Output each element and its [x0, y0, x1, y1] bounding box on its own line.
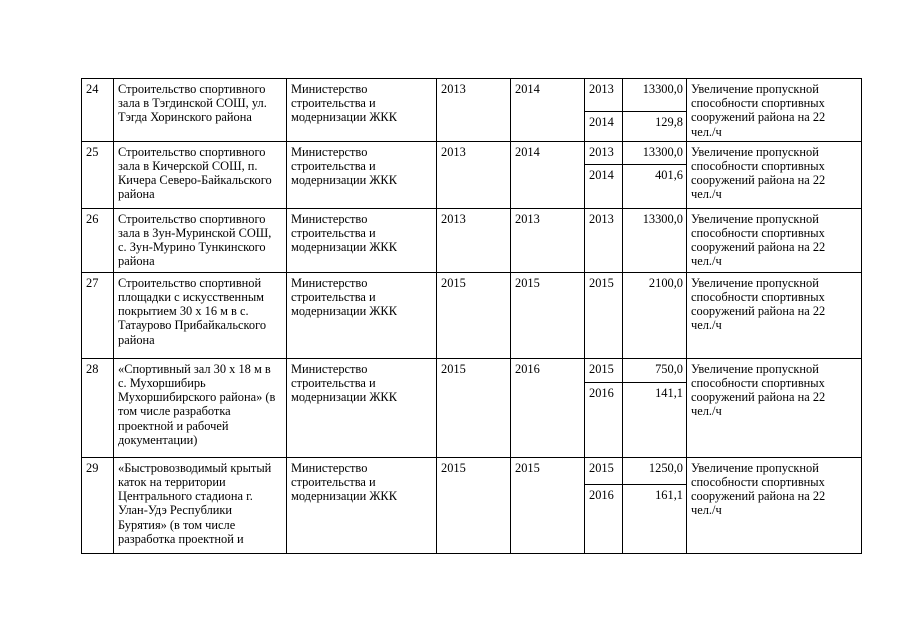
expected-result: Увеличение пропускной способности спортивных сооружений района на 22 чел./ч [687, 141, 862, 208]
executor: Министерство строительства и модернизации ЖКК [287, 272, 437, 358]
expected-result: Увеличение пропускной способности спортивных сооружений района на 22 чел./ч [687, 272, 862, 358]
expected-result: Увеличение пропускной способности спортивных сооружений района на 22 чел./ч [687, 208, 862, 272]
expected-result: Увеличение пропускной способности спортивных сооружений района на 22 чел./ч [687, 358, 862, 457]
row-number: 29 [82, 457, 114, 553]
executor: Министерство строительства и модернизации ЖКК [287, 208, 437, 272]
table-row [82, 272, 862, 358]
end-year: 2015 [511, 457, 585, 553]
funding-year: 2013 [585, 141, 623, 164]
funding-year: 2016 [585, 382, 623, 457]
end-year: 2014 [511, 141, 585, 208]
end-year: 2016 [511, 358, 585, 457]
table-body [82, 79, 862, 554]
start-year: 2015 [437, 457, 511, 553]
start-year: 2015 [437, 358, 511, 457]
row-number: 25 [82, 141, 114, 208]
table-row [82, 79, 862, 112]
executor: Министерство строительства и модернизации ЖКК [287, 79, 437, 142]
start-year: 2015 [437, 272, 511, 358]
funding-amount: 161,1 [623, 484, 687, 553]
project-name: Строительство спортивного зала в Тэгдинской СОШ, ул. Тэгда Хоринского района [114, 79, 287, 142]
expected-result: Увеличение пропускной способности спортивных сооружений района на 22 чел./ч [687, 79, 862, 142]
project-name: «Быстровозводимый крытый каток на территории Центрального стадиона г. Улан-Удэ Республики Бурятия» (в том числе разработка проектной и [114, 457, 287, 553]
funding-year: 2016 [585, 484, 623, 553]
funding-year: 2014 [585, 112, 623, 141]
funding-amount: 1250,0 [623, 457, 687, 484]
expected-result: Увеличение пропускной способности спортивных сооружений района на 22 чел./ч [687, 457, 862, 553]
funding-year: 2015 [585, 358, 623, 382]
executor: Министерство строительства и модернизации ЖКК [287, 141, 437, 208]
project-name: Строительство спортивного зала в Кичерской СОШ, п. Кичера Северо-Байкальского района [114, 141, 287, 208]
funding-amount: 129,8 [623, 112, 687, 141]
executor: Министерство строительства и модернизации ЖКК [287, 358, 437, 457]
table-row [82, 141, 862, 164]
funding-amount: 13300,0 [623, 141, 687, 164]
start-year: 2013 [437, 79, 511, 142]
project-name: «Спортивный зал 30 х 18 м в с. Мухоршибирь Мухоршибирского района» (в том числе разработка проектной и рабочей документации) [114, 358, 287, 457]
end-year: 2015 [511, 272, 585, 358]
funding-year: 2015 [585, 272, 623, 358]
funding-year: 2014 [585, 164, 623, 208]
row-number: 27 [82, 272, 114, 358]
program-table [81, 78, 862, 554]
funding-amount: 141,1 [623, 382, 687, 457]
end-year: 2013 [511, 208, 585, 272]
end-year: 2014 [511, 79, 585, 142]
project-name: Строительство спортивной площадки с искусственным покрытием 30 х 16 м в с. Татаурово Прибайкальского района [114, 272, 287, 358]
project-name: Строительство спортивного зала в Зун-Муринской СОШ, с. Зун-Мурино Тункинского района [114, 208, 287, 272]
executor: Министерство строительства и модернизации ЖКК [287, 457, 437, 553]
funding-year: 2013 [585, 208, 623, 272]
start-year: 2013 [437, 208, 511, 272]
table-row [82, 208, 862, 272]
table-row [82, 358, 862, 382]
funding-amount: 13300,0 [623, 208, 687, 272]
funding-amount: 750,0 [623, 358, 687, 382]
funding-amount: 2100,0 [623, 272, 687, 358]
row-number: 28 [82, 358, 114, 457]
funding-amount: 13300,0 [623, 79, 687, 112]
funding-amount: 401,6 [623, 164, 687, 208]
funding-year: 2015 [585, 457, 623, 484]
row-number: 26 [82, 208, 114, 272]
funding-year: 2013 [585, 79, 623, 112]
row-number: 24 [82, 79, 114, 142]
table-row [82, 457, 862, 484]
start-year: 2013 [437, 141, 511, 208]
